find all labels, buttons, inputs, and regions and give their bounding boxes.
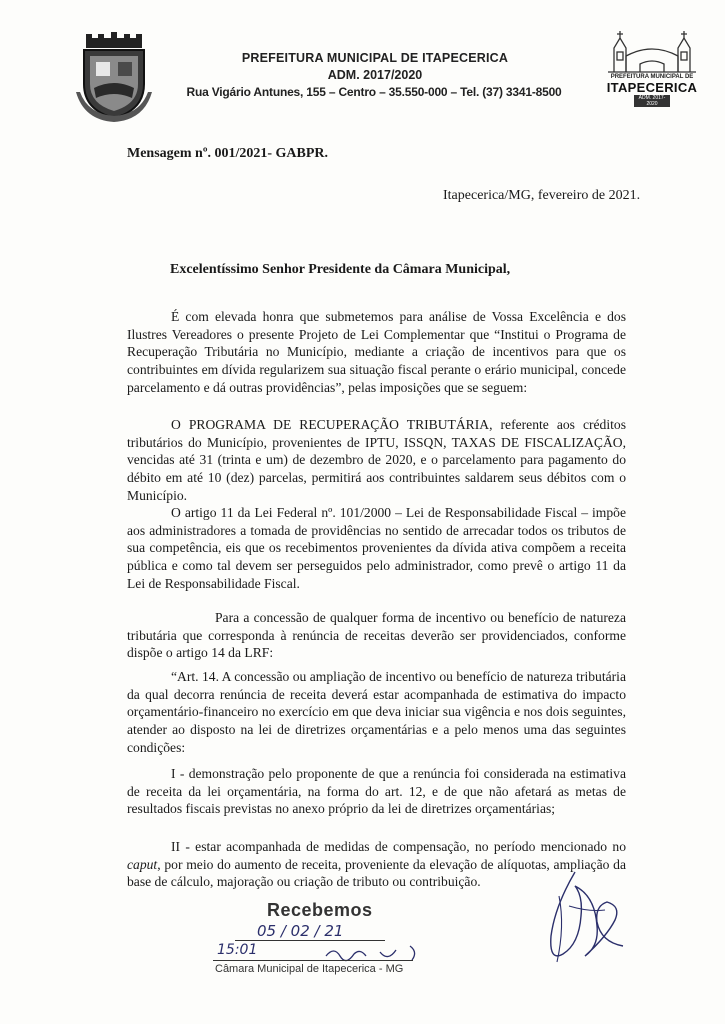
paragraph-4: Para a concessão de qualquer forma de incentivo ou benefício de natureza tributária que corresponda à renúncia de receitas deverão ser providenciados, conforme dispõe o artigo 14 da LRF: bbox=[127, 610, 626, 661]
stamp-time: 15:01 bbox=[217, 942, 258, 958]
item-ii-text-end: , por meio do aumento de receita, proveniente da elevação de alíquotas, ampliação da base de cálculo, majoração ou criação de tributo ou contribuição. bbox=[127, 856, 626, 890]
salutation: Excelentíssimo Senhor Presidente da Câmara Municipal, bbox=[170, 262, 511, 277]
stamp-signature-line bbox=[213, 960, 413, 961]
municipal-logo bbox=[604, 28, 700, 107]
stamp-date-line bbox=[235, 940, 385, 941]
place-and-date: Itapecerica/MG, fevereiro de 2021. bbox=[443, 188, 641, 203]
coat-of-arms-logo bbox=[74, 32, 154, 122]
paragraph-3: O artigo 11 da Lei Federal nº. 101/2000 – Lei de Responsabilidade Fiscal – impõe aos administradores a tomada de providências no sentido de arrecadar todos os tributos de sua competência, eis que os recebimentos provenientes da dívida ativa compõem a receita pública e como tal devem ser perseguidos pelo administrador, como prevê o artigo 11 da Lei de Responsabilidade Fiscal. bbox=[127, 505, 626, 591]
header-address: Rua Vigário Antunes, 155 – Centro – 35.550-000 – Tel. (37) 3341-8500 bbox=[186, 85, 562, 99]
article-14-item-i: I - demonstração pelo proponente de que a renúncia foi considerada na estimativa de receita da lei orçamentária, na forma do art. 12, e de que não afetará as metas de resultados fiscais previstas no anexo próprio da lei de diretrizes orçamentárias; bbox=[127, 766, 626, 817]
item-ii-caput: caput bbox=[127, 856, 158, 872]
item-ii-text-start: II - estar acompanhada de medidas de compensação, no período mencionado no bbox=[171, 839, 626, 854]
logo-text-admin: ADM. 2017-2020 bbox=[634, 95, 670, 107]
article-14-quote: “Art. 14. A concessão ou ampliação de incentivo ou benefício de natureza tributária da qual decorra renúncia de receita deverá estar acompanhada de estimativa do impacto orçamentário-financeiro no exercício em que deva iniciar sua vigência e nos dois seguintes, atender ao disposto na lei de diretrizes orçamentárias e a pelo menos uma das seguintes condições: bbox=[127, 669, 626, 755]
header-administration: ADM. 2017/2020 bbox=[327, 68, 423, 82]
paragraph-1: É com elevada honra que submetemos para análise de Vossa Excelência e dos Ilustres Vereadores o presente Projeto de Lei Complementar que “Institui o Programa de Recuperação Tributária no Município, mediante a criação de incentivos para que os contribuintes em dívida regularizem sua situação fiscal perante o erário municipal, concede parcelamento e dá outras providências”, pelas imposições que se seguem: bbox=[127, 309, 626, 395]
handwritten-signature bbox=[535, 866, 635, 976]
received-stamp bbox=[205, 900, 445, 980]
message-number: Mensagem nº. 001/2021- GABPR. bbox=[127, 146, 328, 161]
header-institution-name: PREFEITURA MUNICIPAL DE ITAPECERICA bbox=[241, 51, 509, 65]
paragraph-2: O PROGRAMA DE RECUPERAÇÃO TRIBUTÁRIA, referente aos créditos tributários do Município, provenientes de IPTU, ISSQN, TAXAS DE FISCALIZAÇÃO, vencidas até 31 (trinta e um) de dezembro de 2020, e o parcelamento para pagamento do débito em até 10 (dez) parcelas, permitirá aos contribuintes saldarem seus débitos com o Município. bbox=[127, 417, 626, 503]
stamp-footer: Câmara Municipal de Itapecerica - MG bbox=[215, 963, 404, 975]
stamp-title: Recebemos bbox=[267, 900, 373, 920]
stamp-date: 05 / 02 / 21 bbox=[257, 922, 344, 940]
church-towers-icon bbox=[604, 28, 700, 74]
logo-text-city: ITAPECERICA bbox=[606, 80, 698, 95]
logo-text-small: PREFEITURA MUNICIPAL DE bbox=[610, 74, 694, 80]
